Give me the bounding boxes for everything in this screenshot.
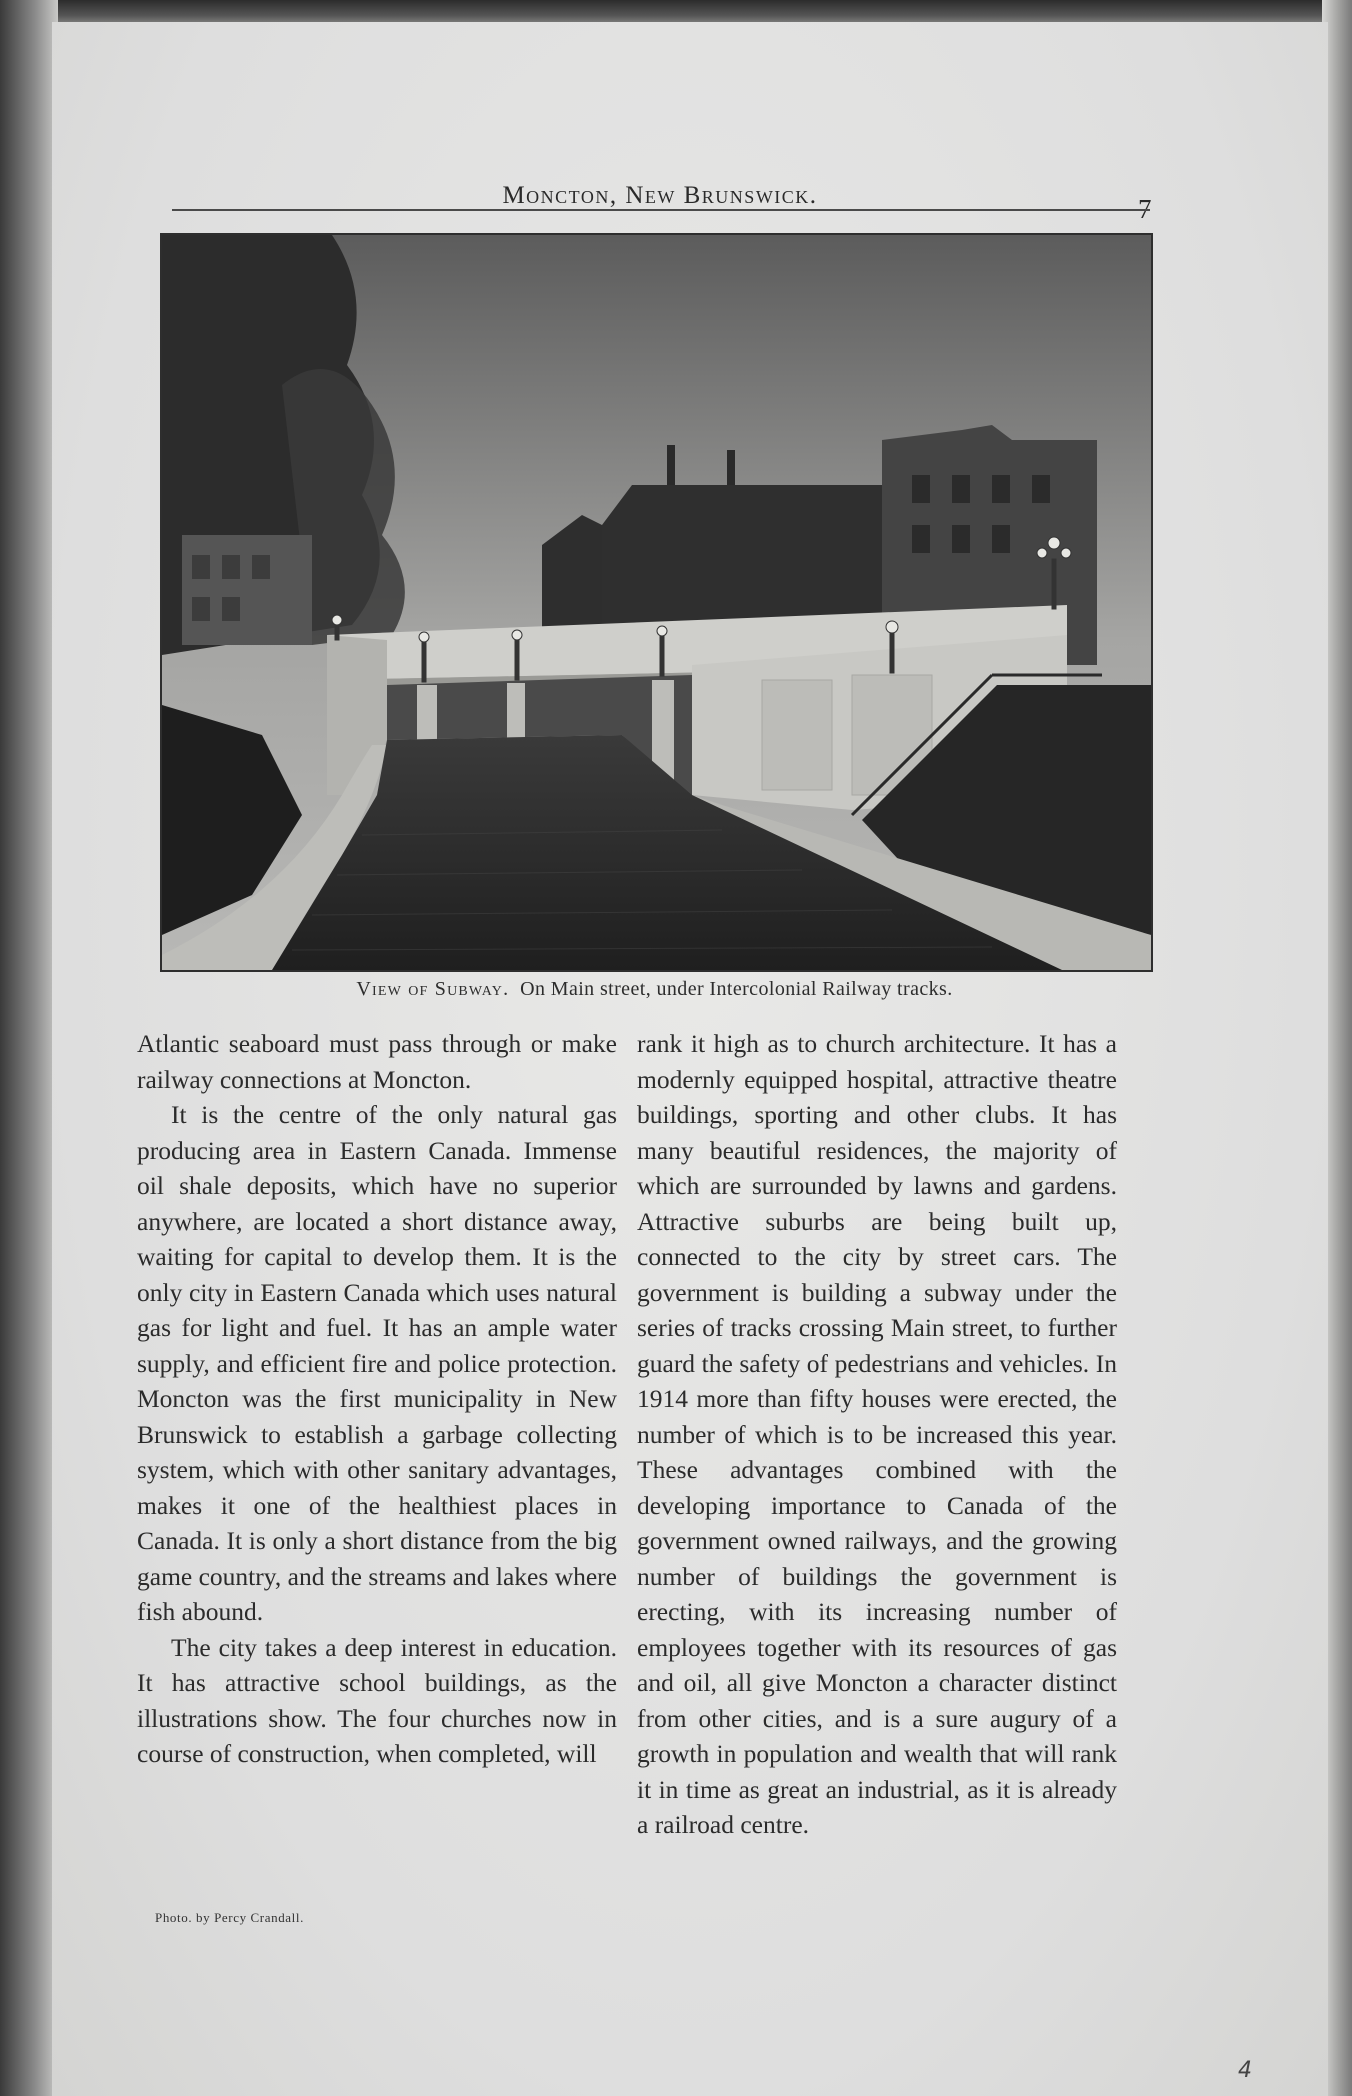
right-column xyxy=(637,1026,1117,1843)
subway-photograph xyxy=(160,233,1153,972)
caption-lead: View of Subway. xyxy=(356,978,510,1000)
page-number: 7 xyxy=(1138,194,1152,224)
left-column xyxy=(137,1026,617,1772)
paragraph: It is the centre of the only natural gas producing area in Eastern Canada. Immense oil shale deposits, which have no superior anywhere, are located a short distance away, waiting for capital to develop them. It is the only city in Eastern Canada which uses natural gas for light and fuel. It has an ample water supply, and efficient fire and police protection. Moncton was the first municipality in New Brunswick to establish a garbage collecting system, which with other sanitary advantages, makes it one of the healthiest places in Canada. It is only a short distance from the big game country, and the streams and lakes where fish abound. xyxy=(137,1100,617,1626)
paragraph: rank it high as to church architecture. It has a modernly equipped hospital, attractive theatre buildings, sporting and other clubs. It has many beautiful residences, the majority of which are surrounded by lawns and gardens. Attractive suburbs are being built up, connected to the city by street cars. The government is building a subway under the series of tracks crossing Main street, to further guard the safety of pedestrians and vehicles. In 1914 more than fifty houses were erected, the number of which is to be increased this year. These advantages combined with the developing importance to Canada of the government owned railways, and the growing number of buildings the government is erecting, with its increasing number of employees together with its resources of gas and oil, all give Moncton a character distinct from other cities, and is a sure augury of a growth in population and wealth that will rank it in time as great an industrial, as it is already a railroad centre. xyxy=(637,1029,1117,1839)
scan-left-edge xyxy=(0,0,58,2096)
paragraph: The city takes a deep interest in education. It has attractive school buildings, as the illustrations show. The four churches now in course of construction, when completed, will xyxy=(137,1632,617,1768)
figure-caption xyxy=(160,978,1149,1001)
paragraph: Atlantic seaboard must pass through or make railway connections at Moncton. xyxy=(137,1029,617,1094)
photo-credit: Photo. by Percy Crandall. xyxy=(155,1910,304,1925)
header-rule xyxy=(172,209,1150,211)
caption-text: On Main street, under Intercolonial Railway tracks. xyxy=(520,978,953,1000)
running-title: Moncton, New Brunswick. xyxy=(502,182,818,209)
margin-note: 4 xyxy=(1238,2058,1252,2083)
